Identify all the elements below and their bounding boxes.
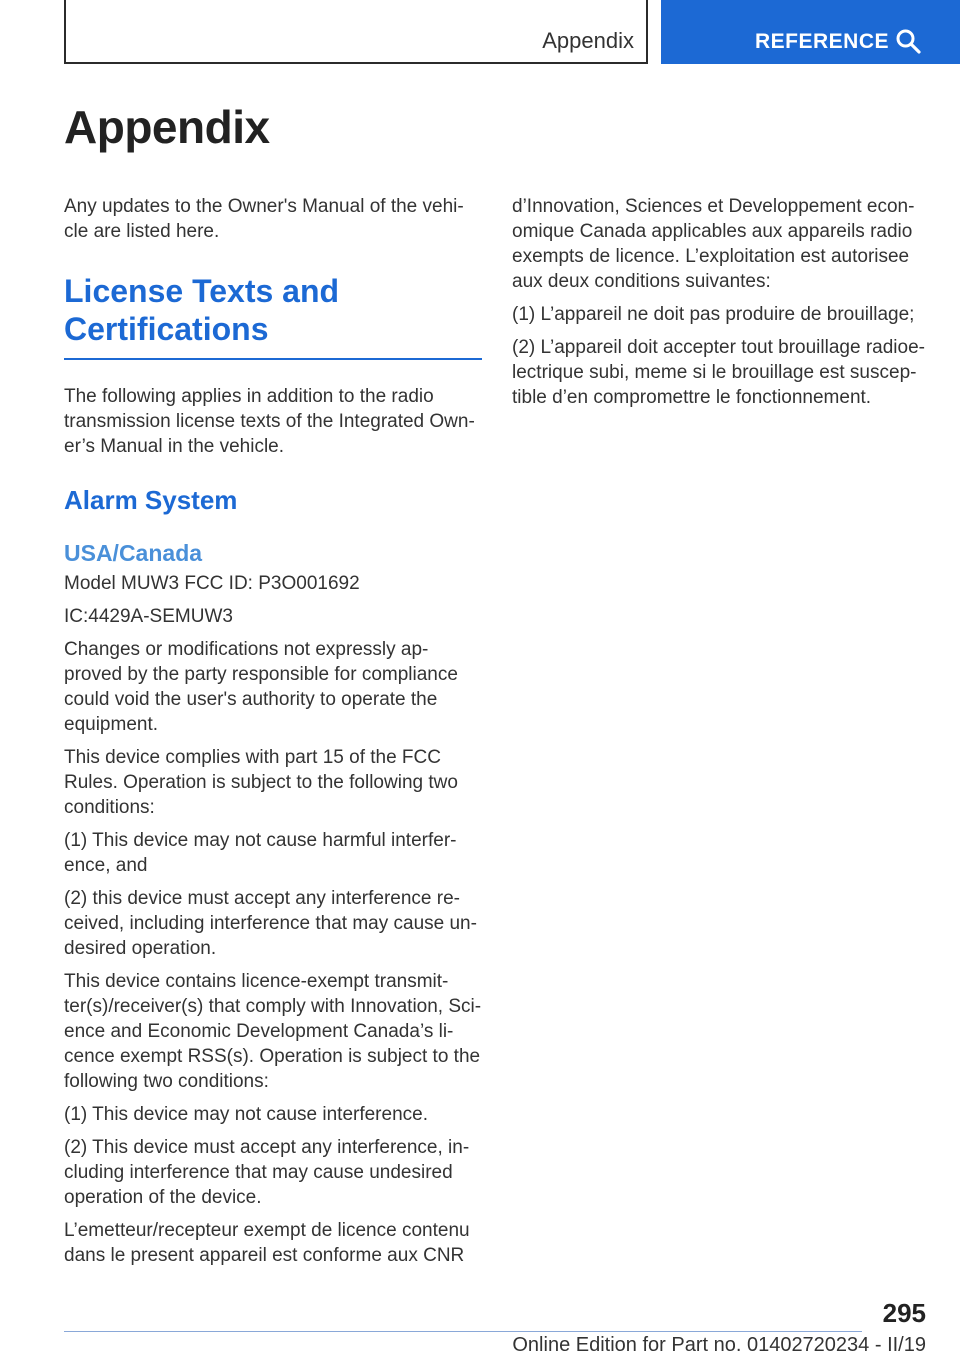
body-paragraph: (1) L’appareil ne doit pas produire de brouillage; [512, 304, 915, 325]
intro-paragraph: Any updates to the Owner's Manual of the vehi-cle are listed here. [64, 196, 464, 242]
header-section-box [64, 0, 648, 64]
body-paragraph: (2) This device must accept any interference, in-cluding interference that may cause undesired operation of the device. [64, 1137, 470, 1208]
body-paragraph: (1) This device may not cause interference. [64, 1104, 428, 1125]
body-paragraph: Model MUW3 FCC ID: P3O001692 [64, 573, 360, 594]
body-paragraph: (2) L’appareil doit accepter tout brouillage radioe-lectrique subi, meme si le brouillage est suscep-tible d’en compromettre le fonctionnement. [512, 337, 925, 408]
section-intro: The following applies in addition to the radio transmission license texts of the Integrated Own-er’s Manual in the vehicle. [64, 386, 475, 457]
reference-tab[interactable] [661, 0, 960, 64]
subsection-title: Alarm System [64, 485, 238, 515]
body-paragraph: d’Innovation, Sciences et Developpement econ-omique Canada applicables aux appareils radio exempts de licence. L’exploitation est autorisee aux deux conditions suivantes: [512, 196, 915, 292]
left-column [64, 194, 482, 1276]
right-column [512, 194, 932, 418]
search-icon[interactable] [895, 28, 921, 54]
footer-edition: Online Edition for Part no. 01402720234 - II/19 [512, 1334, 926, 1356]
body-paragraph: This device contains licence-exempt transmit-ter(s)/receiver(s) that comply with Innovation, Sci-ence and Economic Development Canada’s li-cence exempt RSS(s). Operation is subject to the following two conditions: [64, 971, 482, 1092]
body-paragraph: Changes or modifications not expressly ap-proved by the party responsible for compliance could void the user's authority to operate the equipment. [64, 639, 458, 735]
footer-divider [64, 1331, 862, 1332]
page-number: 295 [882, 1298, 926, 1328]
body-paragraph: (1) This device may not cause harmful interfer-ence, and [64, 830, 457, 876]
body-paragraph: (2) this device must accept any interference re-ceived, including interference that may cause un-desired operation. [64, 888, 477, 959]
section-title: License Texts and Certifications [64, 273, 340, 347]
reference-label: REFERENCE [755, 30, 890, 53]
body-paragraph: L’emetteur/recepteur exempt de licence contenu dans le present appareil est conforme aux CNR [64, 1220, 470, 1266]
page-title: Appendix [64, 101, 270, 153]
body-paragraph: IC:4429A-SEMUW3 [64, 606, 233, 627]
body-paragraph: This device complies with part 15 of the FCC Rules. Operation is subject to the following two conditions: [64, 747, 458, 818]
section-divider [64, 358, 482, 360]
header-section-label: Appendix [542, 28, 634, 53]
subsubsection-title: USA/Canada [64, 540, 203, 566]
